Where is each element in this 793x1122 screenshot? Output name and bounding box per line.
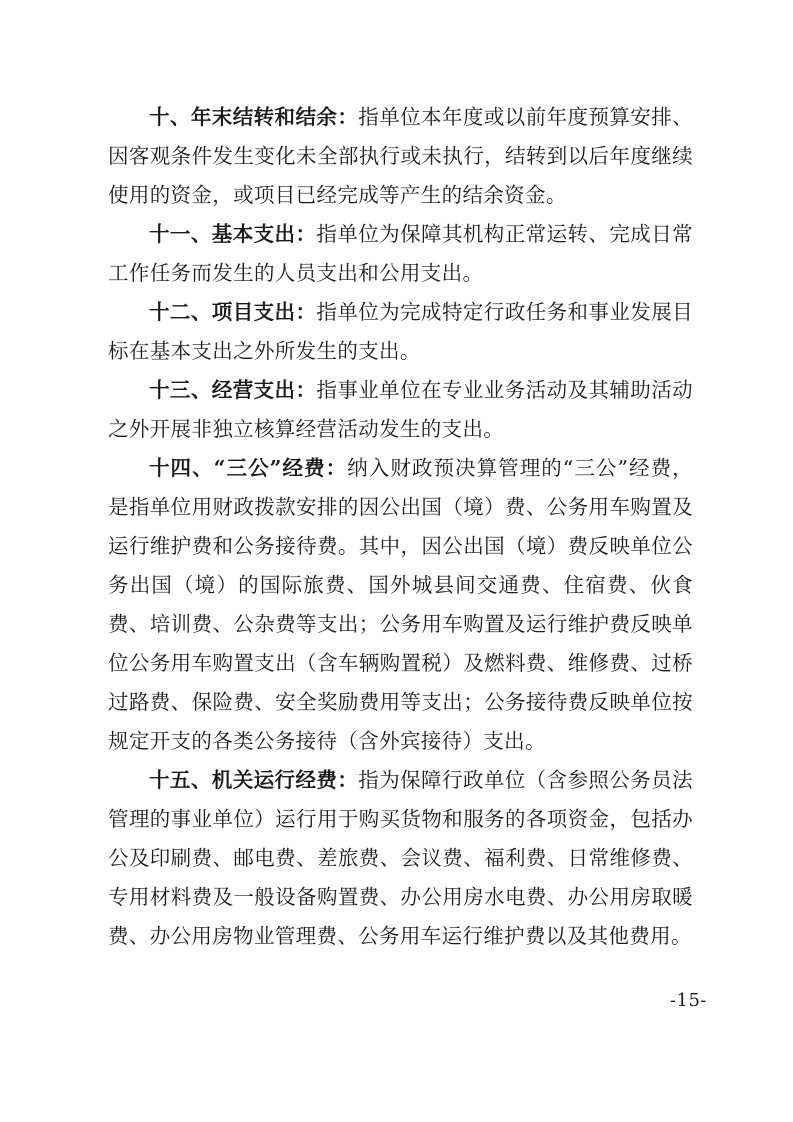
paragraph-term: 十一、基本支出： bbox=[149, 222, 317, 246]
paragraph-operating-expenditure bbox=[108, 371, 693, 449]
paragraph-term: 十四、“三公”经费： bbox=[149, 456, 348, 480]
paragraph-text: 指单位为保障其机构正常运转、完成日常工作任务而发生的人员支出和公用支出。 bbox=[108, 222, 693, 285]
paragraph-three-public-expenses bbox=[108, 449, 693, 761]
paragraph-term: 十、年末结转和结余： bbox=[149, 105, 359, 129]
paragraph-text: 指为保障行政单位（含参照公务员法管理的事业单位）运行用于购买货物和服务的各项资金，包括办公及印刷费、邮电费、差旅费、会议费、福利费、日常维修费、专用材料费及一般设备购置费、办公用房水电费、办公用房取暖费、办公用房物业管理费、公务用车运行维护费以及其他费用。 bbox=[108, 768, 693, 948]
page-number: -15- bbox=[669, 990, 707, 1011]
paragraph-text: 指单位为完成特定行政任务和事业发展目标在基本支出之外所发生的支出。 bbox=[108, 300, 693, 363]
document-body bbox=[108, 98, 693, 956]
paragraph-term: 十五、机关运行经费： bbox=[149, 768, 359, 792]
paragraph-basic-expenditure bbox=[108, 215, 693, 293]
paragraph-text: 指事业单位在专业业务活动及其辅助活动之外开展非独立核算经营活动发生的支出。 bbox=[108, 378, 693, 441]
paragraph-term: 十二、项目支出： bbox=[149, 300, 317, 324]
paragraph-year-end-carryover bbox=[108, 98, 693, 215]
paragraph-term: 十三、经营支出： bbox=[149, 378, 317, 402]
paragraph-text: 指单位本年度或以前年度预算安排、因客观条件发生变化未全部执行或未执行，结转到以后年度继续使用的资金，或项目已经完成等产生的结余资金。 bbox=[108, 105, 693, 207]
paragraph-text: 纳入财政预决算管理的“三公”经费，是指单位用财政拨款安排的因公出国（境）费、公务用车购置及运行维护费和公务接待费。其中，因公出国（境）费反映单位公务出国（境）的国际旅费、国外城县间交通费、住宿费、伙食费、培训费、公杂费等支出；公务用车购置及运行维护费反映单位公务用车购置支出（含车辆购置税）及燃料费、维修费、过桥过路费、保险费、安全奖励费用等支出；公务接待费反映单位按规定开支的各类公务接待（含外宾接待）支出。 bbox=[108, 456, 693, 753]
paragraph-agency-operating-expenses bbox=[108, 761, 693, 956]
paragraph-project-expenditure bbox=[108, 293, 693, 371]
